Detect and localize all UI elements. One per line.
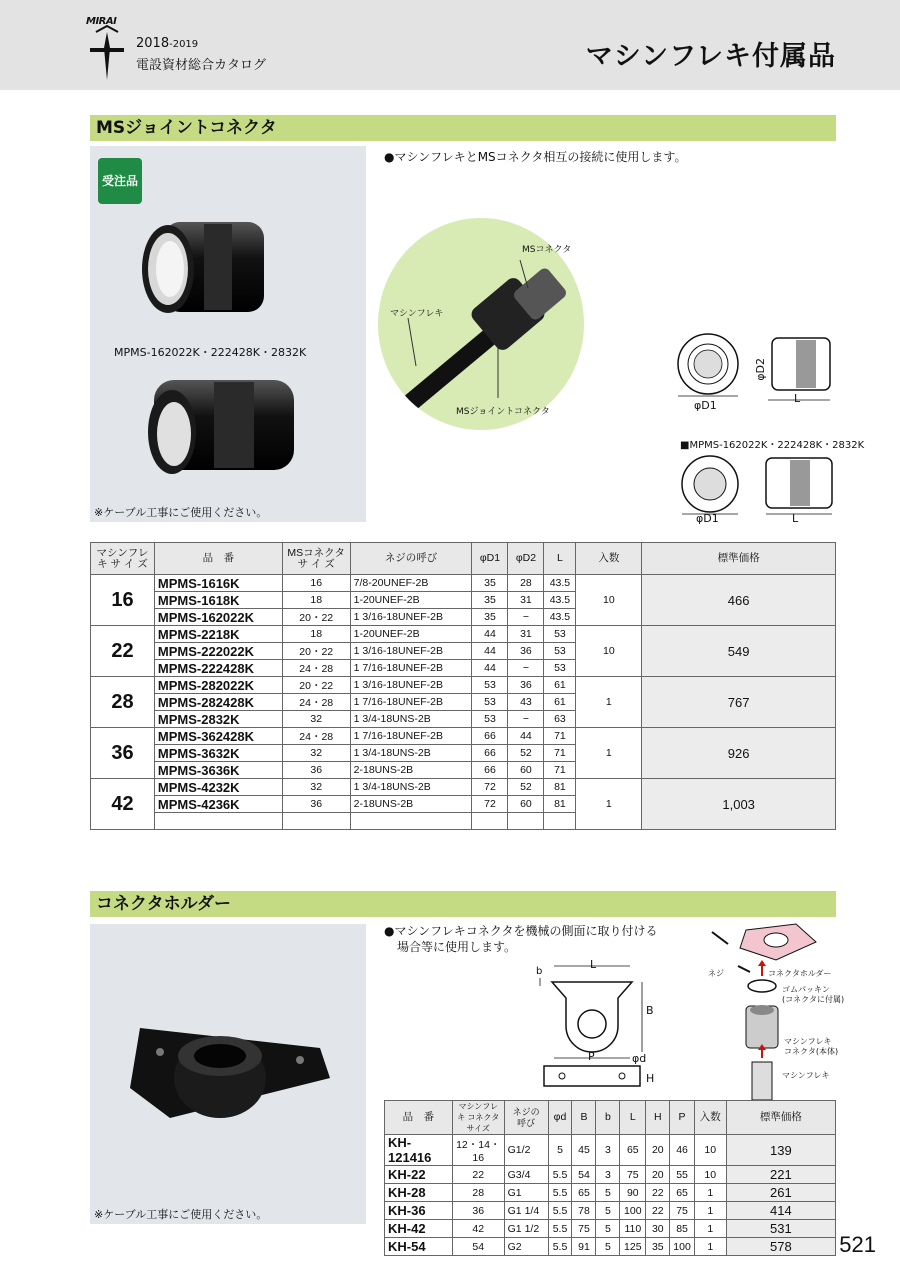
d1-cell: 66: [472, 762, 508, 779]
ms-size-cell: 32: [282, 745, 350, 762]
kh-d-cell: 5.5: [548, 1184, 572, 1202]
header-l: L: [544, 543, 576, 575]
qty-cell: 10: [576, 626, 642, 677]
d2-cell: 36: [508, 643, 544, 660]
thread-cell: [350, 813, 472, 830]
header-d2: φD2: [508, 543, 544, 575]
ms-size-cell: 18: [282, 626, 350, 643]
kh-size-cell: 36: [452, 1202, 504, 1220]
table-row: [91, 575, 836, 592]
table-row: [385, 1135, 836, 1166]
kh-thread-cell: G1 1/4: [504, 1202, 548, 1220]
d1-cell: 72: [472, 779, 508, 796]
kh-part-cell: KH-22: [385, 1166, 453, 1184]
ms-size-cell: 24・28: [282, 728, 350, 745]
kh-thread-cell: G3/4: [504, 1166, 548, 1184]
kh-b-cell: 5: [596, 1202, 620, 1220]
kh-L-cell: 90: [620, 1184, 646, 1202]
flex-size-cell: 36: [91, 728, 155, 779]
kh-price-cell: 139: [726, 1135, 835, 1166]
l-cell: [544, 813, 576, 830]
holder-photo: [130, 1008, 330, 1128]
part-number-cell: MPMS-4232K: [154, 779, 282, 796]
table-row: [385, 1238, 836, 1256]
table-row: [385, 1202, 836, 1220]
dim-l-label: L: [794, 392, 801, 405]
section-title-holder: コネクタホルダー: [90, 891, 836, 917]
d1-cell: 44: [472, 643, 508, 660]
l-cell: 61: [544, 677, 576, 694]
kh-header-price: 標準価格: [726, 1101, 835, 1135]
d2-cell: 60: [508, 796, 544, 813]
kh-B-cell: 54: [572, 1166, 596, 1184]
d1-cell: 66: [472, 745, 508, 762]
part-number-cell: MPMS-362428K: [154, 728, 282, 745]
header-d1: φD1: [472, 543, 508, 575]
l-cell: 43.5: [544, 609, 576, 626]
ms-joint-spec-table: [90, 542, 836, 830]
thread-cell: 1-20UNEF-2B: [350, 626, 472, 643]
d1-cell: 35: [472, 592, 508, 609]
part-number-cell: MPMS-222022K: [154, 643, 282, 660]
page-header: [0, 0, 900, 90]
header-thread: ネジの呼び: [350, 543, 472, 575]
d1-cell: [472, 813, 508, 830]
kh-header-size: マシンフレキ コネクタサイズ: [452, 1101, 504, 1135]
kh-d-cell: 5.5: [548, 1238, 572, 1256]
kh-part-cell: KH-28: [385, 1184, 453, 1202]
kh-qty-cell: 1: [694, 1220, 726, 1238]
kh-price-cell: 531: [726, 1220, 835, 1238]
kh-thread-cell: G1 1/2: [504, 1220, 548, 1238]
thread-cell: 1 3/16-18UNEF-2B: [350, 643, 472, 660]
d1-cell: 35: [472, 575, 508, 592]
label-holder: コネクタホルダー: [768, 969, 832, 978]
page-title: マシンフレキ付属品: [585, 41, 836, 72]
kh-header-B: B: [572, 1101, 596, 1135]
ms-size-cell: 24・28: [282, 694, 350, 711]
d2-cell: −: [508, 711, 544, 728]
qty-cell: 1: [576, 779, 642, 830]
label-flex: マシンフレキ: [782, 1071, 830, 1080]
thread-cell: 1 3/4-18UNS-2B: [350, 779, 472, 796]
ms-size-cell: 32: [282, 711, 350, 728]
kh-P-cell: 65: [670, 1184, 695, 1202]
header-ms-size: MSコネクタ サ イ ズ: [282, 543, 350, 575]
kh-size-cell: 28: [452, 1184, 504, 1202]
price-cell: 549: [642, 626, 836, 677]
ms-size-cell: 20・22: [282, 677, 350, 694]
ms-size-cell: 36: [282, 796, 350, 813]
holder-dimension-drawing: [532, 958, 662, 1098]
part-number-cell: MPMS-2218K: [154, 626, 282, 643]
dim-d1-label-2: φD1: [696, 512, 719, 525]
flex-size-cell: 42: [91, 779, 155, 830]
part-number-cell: MPMS-4236K: [154, 796, 282, 813]
kh-B-cell: 65: [572, 1184, 596, 1202]
page-number: 521: [839, 1232, 876, 1257]
holder-cable-note: ※ケーブル工事にご使用ください。: [94, 1208, 268, 1221]
kh-d-cell: 5: [548, 1135, 572, 1166]
callout-ms-joint: MSジョイントコネクタ: [456, 407, 550, 417]
connector-photo-1: [134, 214, 274, 324]
d2-cell: 44: [508, 728, 544, 745]
kh-size-cell: 22: [452, 1166, 504, 1184]
dim-l-holder: L: [590, 958, 597, 971]
d2-cell: −: [508, 660, 544, 677]
kh-size-cell: 54: [452, 1238, 504, 1256]
ms-size-cell: [282, 813, 350, 830]
d2-cell: [508, 813, 544, 830]
kh-price-cell: 221: [726, 1166, 835, 1184]
thread-cell: 1 7/16-18UNEF-2B: [350, 728, 472, 745]
kh-header-part: 品 番: [385, 1101, 453, 1135]
kh-price-cell: 261: [726, 1184, 835, 1202]
kh-H-cell: 20: [646, 1135, 670, 1166]
mirai-logo: [88, 18, 126, 80]
holder-description-2: 場合等に使用します。: [397, 940, 517, 954]
connector-photo-2: [144, 372, 304, 482]
kh-b-cell: 5: [596, 1220, 620, 1238]
holder-description-1: ●マシンフレキコネクタを機械の側面に取り付ける: [384, 924, 658, 938]
kh-B-cell: 78: [572, 1202, 596, 1220]
dim-b-large: B: [646, 1004, 654, 1017]
kh-H-cell: 35: [646, 1238, 670, 1256]
label-connector-body: コネクタ(本体): [784, 1047, 839, 1056]
ms-description: ●マシンフレキとMSコネクタ相互の接続に使用します。: [384, 150, 687, 164]
thread-cell: 1 7/16-18UNEF-2B: [350, 660, 472, 677]
section-title-ms-joint: MSジョイントコネクタ: [90, 115, 836, 141]
d1-cell: 53: [472, 711, 508, 728]
l-cell: 43.5: [544, 575, 576, 592]
kh-d-cell: 5.5: [548, 1202, 572, 1220]
ms-size-cell: 18: [282, 592, 350, 609]
kh-H-cell: 22: [646, 1184, 670, 1202]
kh-part-cell: KH-42: [385, 1220, 453, 1238]
kh-part-cell: KH-36: [385, 1202, 453, 1220]
header-qty: 入数: [576, 543, 642, 575]
price-cell: 767: [642, 677, 836, 728]
d2-cell: 52: [508, 745, 544, 762]
kh-L-cell: 110: [620, 1220, 646, 1238]
kh-price-cell: 578: [726, 1238, 835, 1256]
ms-size-cell: 36: [282, 762, 350, 779]
kh-price-cell: 414: [726, 1202, 835, 1220]
table-row: [91, 677, 836, 694]
kh-P-cell: 55: [670, 1166, 695, 1184]
flex-size-cell: 16: [91, 575, 155, 626]
dim-l-label-2: L: [792, 512, 799, 525]
ms-size-cell: 16: [282, 575, 350, 592]
kh-H-cell: 20: [646, 1166, 670, 1184]
d1-cell: 44: [472, 626, 508, 643]
d2-cell: 36: [508, 677, 544, 694]
d2-cell: 28: [508, 575, 544, 592]
kh-B-cell: 91: [572, 1238, 596, 1256]
kh-part-cell: KH-121416: [385, 1135, 453, 1166]
callout-machine-flex: マシンフレキ: [390, 309, 444, 319]
thread-cell: 1 3/16-18UNEF-2B: [350, 609, 472, 626]
kh-b-cell: 5: [596, 1238, 620, 1256]
photo-caption: MPMS-162022K・222428K・2832K: [114, 346, 307, 359]
holder-photo-panel: [90, 924, 366, 1224]
kh-P-cell: 100: [670, 1238, 695, 1256]
thread-cell: 1 3/4-18UNS-2B: [350, 711, 472, 728]
d2-cell: 60: [508, 762, 544, 779]
part-number-cell: MPMS-2832K: [154, 711, 282, 728]
thread-cell: 2-18UNS-2B: [350, 762, 472, 779]
kh-d-cell: 5.5: [548, 1166, 572, 1184]
part-number-cell: MPMS-162022K: [154, 609, 282, 626]
dim-p: P: [588, 1050, 595, 1063]
qty-cell: 1: [576, 677, 642, 728]
label-screw: ネジ: [708, 969, 724, 978]
table-row: [385, 1184, 836, 1202]
thread-cell: 1 7/16-18UNEF-2B: [350, 694, 472, 711]
kh-P-cell: 85: [670, 1220, 695, 1238]
l-cell: 71: [544, 728, 576, 745]
kh-qty-cell: 1: [694, 1238, 726, 1256]
flex-size-cell: 22: [91, 626, 155, 677]
l-cell: 71: [544, 762, 576, 779]
kh-header-qty: 入数: [694, 1101, 726, 1135]
qty-cell: 10: [576, 575, 642, 626]
kh-size-cell: 12・14・16: [452, 1135, 504, 1166]
catalog-name: 電設資材総合カタログ: [136, 58, 267, 73]
kh-L-cell: 100: [620, 1202, 646, 1220]
d2-cell: −: [508, 609, 544, 626]
d1-cell: 53: [472, 694, 508, 711]
logo-text: MIRAI: [86, 16, 117, 27]
table-row: [91, 779, 836, 796]
kh-qty-cell: 10: [694, 1135, 726, 1166]
kh-L-cell: 75: [620, 1166, 646, 1184]
kh-d-cell: 5.5: [548, 1220, 572, 1238]
ms-size-cell: 24・28: [282, 660, 350, 677]
kh-thread-cell: G1: [504, 1184, 548, 1202]
label-packing: ゴムパッキン: [782, 985, 830, 994]
kh-L-cell: 125: [620, 1238, 646, 1256]
thread-cell: 7/8-20UNEF-2B: [350, 575, 472, 592]
thread-cell: 1-20UNEF-2B: [350, 592, 472, 609]
l-cell: 81: [544, 796, 576, 813]
l-cell: 53: [544, 626, 576, 643]
price-cell: 466: [642, 575, 836, 626]
kh-header-thread: ネジの 呼び: [504, 1101, 548, 1135]
d1-cell: 35: [472, 609, 508, 626]
kh-b-cell: 3: [596, 1135, 620, 1166]
part-number-cell: MPMS-1618K: [154, 592, 282, 609]
ms-size-cell: 20・22: [282, 643, 350, 660]
kh-thread-cell: G2: [504, 1238, 548, 1256]
kh-B-cell: 45: [572, 1135, 596, 1166]
label-connector: マシンフレキ: [784, 1037, 832, 1046]
kh-H-cell: 22: [646, 1202, 670, 1220]
holder-spec-table: [384, 1100, 836, 1256]
part-number-cell: MPMS-1616K: [154, 575, 282, 592]
d2-cell: 43: [508, 694, 544, 711]
l-cell: 53: [544, 660, 576, 677]
d2-cell: 31: [508, 626, 544, 643]
kh-header-b: b: [596, 1101, 620, 1135]
kh-header-d: φd: [548, 1101, 572, 1135]
thread-cell: 2-18UNS-2B: [350, 796, 472, 813]
header-part-number: 品 番: [154, 543, 282, 575]
kh-header-H: H: [646, 1101, 670, 1135]
thread-cell: 1 3/4-18UNS-2B: [350, 745, 472, 762]
part-number-cell: MPMS-282022K: [154, 677, 282, 694]
kh-B-cell: 75: [572, 1220, 596, 1238]
catalog-year: 2018-2019: [136, 36, 199, 51]
flex-size-cell: 28: [91, 677, 155, 728]
kh-header-P: P: [670, 1101, 695, 1135]
kh-L-cell: 65: [620, 1135, 646, 1166]
kh-b-cell: 5: [596, 1184, 620, 1202]
dim-d-small: φd: [632, 1052, 647, 1065]
d1-cell: 66: [472, 728, 508, 745]
part-number-cell: [154, 813, 282, 830]
dim-d2-label: φD2: [754, 358, 767, 381]
kh-header-L: L: [620, 1101, 646, 1135]
callout-ms-connector: MSコネクタ: [522, 245, 572, 255]
l-cell: 63: [544, 711, 576, 728]
label-packing-note: (コネクタに付属): [782, 995, 845, 1004]
thread-cell: 1 3/16-18UNEF-2B: [350, 677, 472, 694]
kh-qty-cell: 1: [694, 1184, 726, 1202]
d1-cell: 72: [472, 796, 508, 813]
part-number-cell: MPMS-3632K: [154, 745, 282, 762]
table-row: [385, 1166, 836, 1184]
dim-b-small: b: [536, 966, 543, 977]
l-cell: 81: [544, 779, 576, 796]
kh-b-cell: 3: [596, 1166, 620, 1184]
d2-cell: 31: [508, 592, 544, 609]
kh-thread-cell: G1/2: [504, 1135, 548, 1166]
cable-note: ※ケーブル工事にご使用ください。: [94, 506, 268, 519]
l-cell: 43.5: [544, 592, 576, 609]
dim-h: H: [646, 1072, 655, 1085]
kh-part-cell: KH-54: [385, 1238, 453, 1256]
header-flex-size: マシンフレキ サ イ ズ: [91, 543, 155, 575]
part-number-cell: MPMS-282428K: [154, 694, 282, 711]
price-cell: 926: [642, 728, 836, 779]
d2-cell: 52: [508, 779, 544, 796]
table-row: [385, 1220, 836, 1238]
kh-H-cell: 30: [646, 1220, 670, 1238]
l-cell: 71: [544, 745, 576, 762]
kh-P-cell: 46: [670, 1135, 695, 1166]
ms-size-cell: 32: [282, 779, 350, 796]
header-price: 標準価格: [642, 543, 836, 575]
drawing2-title: ■MPMS-162022K・222428K・2832K: [680, 440, 865, 451]
table-row: [91, 626, 836, 643]
part-number-cell: MPMS-3636K: [154, 762, 282, 779]
price-cell: 1,003: [642, 779, 836, 830]
d1-cell: 53: [472, 677, 508, 694]
table-row: [91, 728, 836, 745]
dim-d1-label: φD1: [694, 399, 717, 412]
kh-qty-cell: 1: [694, 1202, 726, 1220]
l-cell: 61: [544, 694, 576, 711]
made-to-order-badge: 受注品: [98, 158, 142, 204]
kh-P-cell: 75: [670, 1202, 695, 1220]
d1-cell: 44: [472, 660, 508, 677]
qty-cell: 1: [576, 728, 642, 779]
l-cell: 53: [544, 643, 576, 660]
part-number-cell: MPMS-222428K: [154, 660, 282, 677]
kh-qty-cell: 10: [694, 1166, 726, 1184]
ms-size-cell: 20・22: [282, 609, 350, 626]
kh-size-cell: 42: [452, 1220, 504, 1238]
